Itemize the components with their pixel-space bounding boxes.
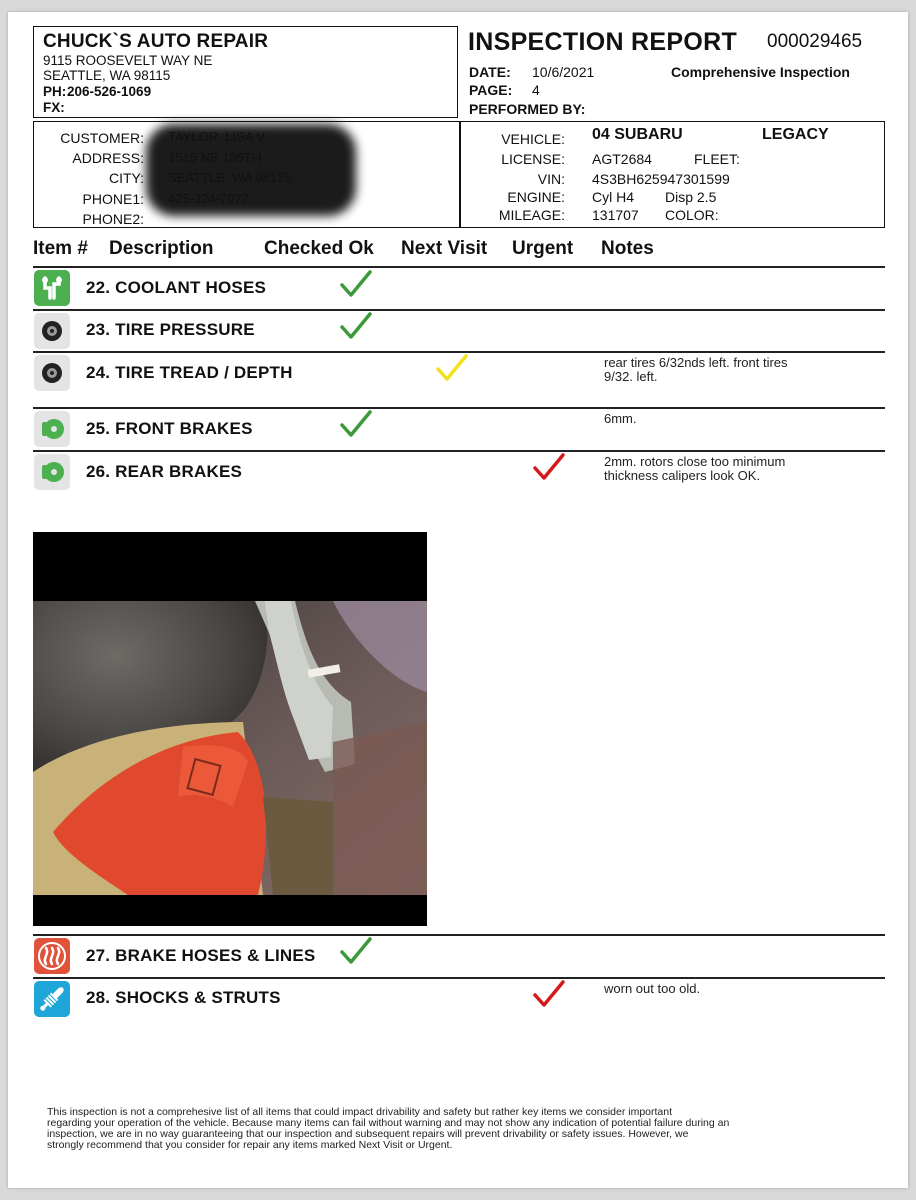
next-visit-mark: [435, 353, 469, 383]
brake-icon: [34, 411, 70, 447]
performed-by-label: PERFORMED BY:: [469, 101, 586, 117]
item-notes: [604, 412, 637, 426]
engine-label: ENGINE:: [507, 189, 565, 205]
item-label: 23. TIRE PRESSURE: [86, 320, 255, 339]
shop-info-box: [33, 26, 458, 118]
item-label: 26. REAR BRAKES: [86, 462, 243, 481]
column-header-checked-ok: Checked Ok: [264, 238, 374, 259]
shop-fax-label: FX:: [43, 100, 65, 115]
disclaimer-line: strongly recommend that you consider for repair any items marked Next Visit or Urgent.: [47, 1139, 453, 1151]
shop-city: SEATTLE, WA 98115: [43, 68, 171, 83]
customer-label: CUSTOMER:: [60, 130, 144, 146]
redaction-mark: [146, 124, 356, 216]
box-divider: [459, 122, 461, 227]
row-divider: [33, 309, 885, 311]
color-label: COLOR:: [665, 207, 719, 223]
disclaimer-line: regarding your operation of the vehicle. Because many items can fail without warning and may not show any indication of potential failure during an: [47, 1117, 730, 1129]
mileage-label: MILEAGE:: [498, 207, 565, 223]
row-divider: [33, 977, 885, 979]
item-label: 22. COOLANT HOSES: [86, 278, 267, 297]
item-label: 28. SHOCKS & STRUTS: [86, 988, 281, 1007]
inspection-report-page: [8, 12, 908, 1188]
item-label: 25. FRONT BRAKES: [86, 419, 253, 438]
city-label: CITY:: [108, 170, 144, 186]
license-plate: AGT2684: [592, 151, 652, 167]
report-title: INSPECTION REPORT: [468, 28, 738, 56]
phone1-label: PHONE1:: [82, 191, 144, 207]
brake-icon: [34, 454, 70, 490]
vin-number: 4S3BH625947301599: [592, 171, 730, 187]
report-number: 000029465: [767, 31, 863, 52]
engine-displacement: Disp 2.5: [665, 189, 717, 205]
note-line: 2mm. rotors close too minimum: [604, 454, 786, 469]
column-header-item: Item #: [33, 238, 88, 259]
shop-name: CHUCK`S AUTO REPAIR: [43, 31, 269, 52]
item-notes: [604, 982, 700, 996]
shop-phone-label: PH:: [43, 84, 67, 99]
disclaimer-text: [47, 1107, 837, 1151]
license-label: LICENSE:: [501, 151, 565, 167]
item-notes: [604, 356, 788, 384]
phone2-label: PHONE2:: [82, 211, 144, 227]
customer-vehicle-box: [33, 121, 885, 228]
column-header-next-visit: Next Visit: [401, 238, 488, 259]
rear-brake-photo[interactable]: [33, 532, 427, 926]
note-line: 6mm.: [604, 411, 637, 426]
brake-hose-icon: [34, 938, 70, 974]
row-divider: [33, 450, 885, 452]
coolant-hose-icon: [34, 270, 70, 306]
checked-ok-mark: [339, 269, 373, 299]
page-label: PAGE:: [469, 82, 513, 98]
row-divider: [33, 266, 885, 268]
vehicle-label: VEHICLE:: [501, 131, 565, 147]
column-header-description: Description: [109, 238, 214, 259]
vehicle-year-make: 04 SUBARU: [592, 126, 683, 143]
inspection-type: Comprehensive Inspection: [671, 64, 850, 80]
disclaimer-line: This inspection is not a comprehesive list of all items that could impact drivability and safety but rather key items we consider important: [47, 1106, 673, 1118]
fleet-label: FLEET:: [694, 151, 740, 167]
item-label: 27. BRAKE HOSES & LINES: [86, 946, 316, 965]
shop-street: 9115 ROOSEVELT WAY NE: [43, 53, 213, 68]
note-line: 9/32. left.: [604, 369, 658, 384]
checked-ok-mark: [339, 936, 373, 966]
shop-phone: 206-526-1069: [67, 84, 152, 99]
urgent-mark: [532, 979, 566, 1009]
vehicle-model: LEGACY: [762, 126, 829, 143]
mileage-value: 131707: [592, 207, 639, 223]
engine-cylinders: Cyl H4: [592, 189, 635, 205]
date-label: DATE:: [469, 64, 511, 80]
page-number: 4: [532, 82, 540, 98]
row-divider: [33, 934, 885, 936]
column-header-notes: Notes: [601, 238, 654, 259]
report-date: 10/6/2021: [532, 64, 595, 80]
column-header-urgent: Urgent: [512, 238, 574, 259]
tire-icon: [34, 313, 70, 349]
disclaimer-line: inspection, we are in no way guaranteeing that our inspection and subsequent repairs will prevent drivability or safety issues. However, we: [47, 1128, 689, 1140]
checked-ok-mark: [339, 409, 373, 439]
checked-ok-mark: [339, 311, 373, 341]
item-notes: [604, 455, 785, 483]
vin-label: VIN:: [537, 171, 565, 187]
shock-absorber-icon: [34, 981, 70, 1017]
row-divider: [33, 407, 885, 409]
urgent-mark: [532, 452, 566, 482]
note-line: worn out too old.: [604, 981, 701, 996]
note-line: thickness calipers look OK.: [604, 468, 761, 483]
address-label: ADDRESS:: [72, 150, 144, 166]
tire-icon: [34, 355, 70, 391]
note-line: rear tires 6/32nds left. front tires: [604, 355, 788, 370]
item-label: 24. TIRE TREAD / DEPTH: [86, 363, 293, 382]
